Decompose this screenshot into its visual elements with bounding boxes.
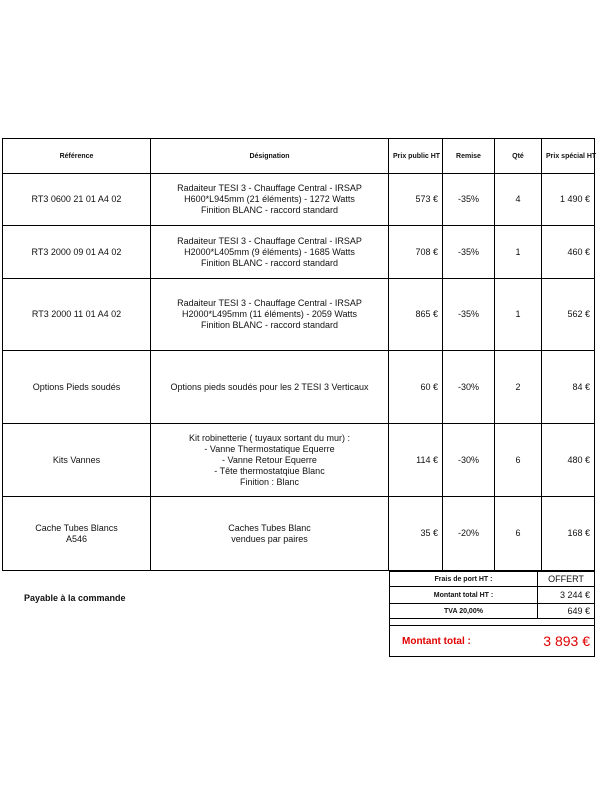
table-row [3,226,595,279]
cell-designation: Caches Tubes Blanc vendues par paires [151,497,389,571]
cell-remise: -35% [443,226,495,279]
header-designation: Désignation [151,139,389,174]
cell-reference: RT3 2000 09 01 A4 02 [3,226,151,279]
cell-remise: -30% [443,424,495,497]
cell-qte: 6 [495,497,542,571]
table-row [3,279,595,351]
shipping-row [390,572,595,587]
subtotal-label: Montant total HT : [390,587,538,604]
quote-table [2,138,595,571]
grand-total-label: Montant total : [390,626,538,657]
cell-prix-public: 865 € [389,279,443,351]
cell-prix-public: 114 € [389,424,443,497]
table-row [3,424,595,497]
cell-reference: Kits Vannes [3,424,151,497]
table-header-row [3,139,595,174]
table-row [3,174,595,226]
cell-reference: RT3 0600 21 01 A4 02 [3,174,151,226]
shipping-value: OFFERT [538,572,595,587]
vat-label: TVA 20,00% [390,604,538,619]
cell-prix-public: 708 € [389,226,443,279]
header-prix-public: Prix public HT [389,139,443,174]
totals-spacer [390,619,595,626]
header-reference: Référence [3,139,151,174]
cell-prix-special: 460 € [542,226,595,279]
payment-terms: Payable à la commande [24,593,126,603]
cell-prix-special: 562 € [542,279,595,351]
cell-remise: -30% [443,351,495,424]
cell-qte: 6 [495,424,542,497]
table-row [3,351,595,424]
cell-qte: 2 [495,351,542,424]
cell-prix-public: 35 € [389,497,443,571]
vat-row [390,604,595,619]
totals-table [389,571,595,657]
cell-designation: Radaiteur TESI 3 - Chauffage Central - IRSAP H2000*L405mm (9 éléments) - 1685 Watts Finition BLANC - raccord standard [151,226,389,279]
cell-reference: RT3 2000 11 01 A4 02 [3,279,151,351]
cell-remise: -20% [443,497,495,571]
cell-remise: -35% [443,174,495,226]
cell-prix-special: 84 € [542,351,595,424]
grand-total-row [390,626,595,657]
header-remise: Remise [443,139,495,174]
table-row [3,497,595,571]
grand-total-value: 3 893 € [538,626,595,657]
cell-prix-special: 168 € [542,497,595,571]
cell-qte: 4 [495,174,542,226]
cell-reference: Options Pieds soudés [3,351,151,424]
cell-designation: Options pieds soudés pour les 2 TESI 3 Verticaux [151,351,389,424]
shipping-label: Frais de port HT : [390,572,538,587]
cell-prix-special: 1 490 € [542,174,595,226]
cell-remise: -35% [443,279,495,351]
cell-reference: Cache Tubes Blancs A546 [3,497,151,571]
cell-designation: Radaiteur TESI 3 - Chauffage Central - IRSAP H2000*L495mm (11 éléments) - 2059 Watts Finition BLANC - raccord standard [151,279,389,351]
header-qte: Qté [495,139,542,174]
cell-prix-special: 480 € [542,424,595,497]
vat-value: 649 € [538,604,595,619]
cell-qte: 1 [495,279,542,351]
cell-designation: Kit robinetterie ( tuyaux sortant du mur) : - Vanne Thermostatique Equerre - Vanne Retour Equerre - Tête thermostatqiue Blanc Finition : Blanc [151,424,389,497]
header-prix-special: Prix spécial HT [542,139,595,174]
cell-prix-public: 60 € [389,351,443,424]
subtotal-row [390,587,595,604]
cell-qte: 1 [495,226,542,279]
cell-designation: Radaiteur TESI 3 - Chauffage Central - IRSAP H600*L945mm (21 éléments) - 1272 Watts Finition BLANC - raccord standard [151,174,389,226]
cell-prix-public: 573 € [389,174,443,226]
subtotal-value: 3 244 € [538,587,595,604]
